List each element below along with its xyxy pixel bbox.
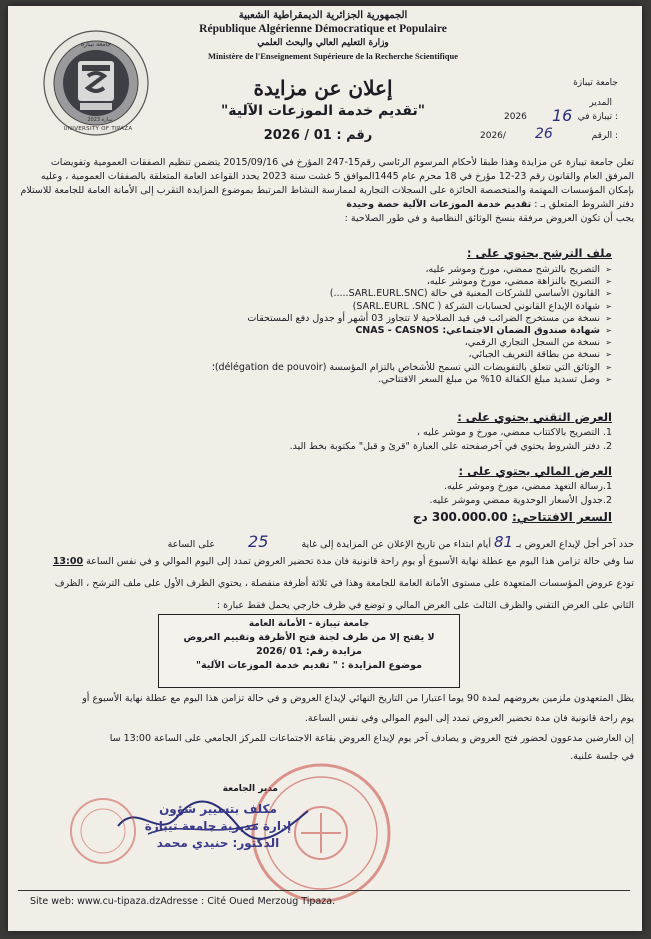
- technical-list: [32, 426, 612, 454]
- deadline-paragraph: [14, 532, 634, 613]
- candidature-heading: ملف الترشح يحتوي على :: [466, 246, 612, 260]
- list-item: ➢ شهادة صندوق الضمان الاجتماعي: CNAS - CASNOS: [32, 325, 612, 337]
- logo-year-text: 2023 تيبازة: [87, 117, 113, 123]
- opening-price-label: السعر الافتتاحي:: [511, 510, 612, 524]
- ref-handwritten: 26: [535, 126, 553, 142]
- list-item: ➢ وصل تسديد مبلغ الكفالة 10% من مبلغ السعر الافتتاحي.: [32, 374, 612, 386]
- financial-list: [32, 480, 612, 508]
- list-item: ➢ الوثائق التي تتعلق بالتفويضات التي تسمح للأشخاص بالتزام المؤسسة (délégation de pouvoir)؛: [32, 362, 612, 374]
- date-handwritten-day: 16: [552, 106, 573, 125]
- announcement-subject: "تقديم خدمة الموزعات الآلية": [220, 103, 426, 119]
- list-item: 1. التصريح بالاكتتاب ممضي، مورخ و موشر عليه ،: [416, 427, 612, 438]
- logo-top-text: جامعة تيبازة: [81, 41, 111, 48]
- intro-paragraph: [14, 156, 634, 226]
- director-ar: المدير: [589, 98, 612, 108]
- deadline-pre: حدد آخر أجل لإيداع العروض بـ: [516, 539, 634, 550]
- deadline-line-4: الثاني على العرض التقني والظرف الثالث على العرض المالي و توضع في ظرف خارجي يحمل فقط عبارة :: [216, 600, 634, 611]
- date-label: تيبازة في :: [577, 112, 618, 122]
- list-item: 2. دفتر الشروط يحتوي في آخرصفحته على العبارة "قرئ و قبل" مكتوبة بخط اليد.: [289, 441, 612, 452]
- financial-heading: العرض المالي يحتوي على :: [458, 464, 612, 478]
- list-item: ➢ شهادة الإيداع القانوني لحسابات الشركة ( SARL.EURL .SNC): [32, 301, 612, 313]
- name-stamp: [118, 802, 318, 850]
- date-year: 2026: [504, 112, 527, 122]
- ministry-fr: Ministère de l'Enseignement Supérieure de la Recherche Scientifique: [207, 51, 458, 61]
- closing-line: في جلسة علنية.: [570, 751, 634, 762]
- closing-paragraph: [14, 692, 634, 764]
- footer-text: Site web: www.cu-tipaza.dzAdresse : Cité Oued Merzoug Tipaza.: [30, 896, 336, 907]
- ref-label: الرقم :: [591, 131, 618, 141]
- cahier-label: دفتر الشروط المتعلق بـ :: [534, 199, 634, 210]
- name-stamp-line: الدكتور: حنيدي محمد: [156, 836, 280, 850]
- deadline-post: على الساعة: [167, 539, 216, 550]
- deadline-line-1: [14, 532, 634, 555]
- university-ar: جامعة تيبازة: [573, 78, 618, 88]
- name-stamp-line: مكلف بتسيير شؤون: [159, 802, 277, 816]
- opening-price-value: 300.000.00 دج: [412, 510, 508, 524]
- list-item: ➢ نسخة من السجل التجاري الرقمي،: [32, 337, 612, 349]
- announcement-number: رقم : 01 / 2026: [263, 128, 373, 143]
- list-item: ➢ التصريح بالنزاهة ممضي، مورخ وموشر عليه،: [32, 276, 612, 288]
- deadline-time: 13:00: [52, 556, 84, 567]
- list-item: ➢ نسخة من بطاقة التعريف الجبائي،: [32, 349, 612, 361]
- list-item: ➢ التصريح بالترشح ممضي، مورخ وموشر عليه،: [32, 264, 612, 276]
- date-line: [488, 106, 618, 126]
- list-item: 2.جدول الأسعار الوحدوية ممضي وموشر عليه.: [429, 495, 612, 506]
- ref-year: 2026/: [480, 131, 506, 141]
- closing-line: يوم راحة قانونية فان مدة تحضير العروض تمدد إلى اليوم الموالي وفي نفس الساعة.: [304, 713, 634, 724]
- republic-ar: الجمهورية الجزائرية الديمقراطية الشعبية: [238, 10, 408, 21]
- deadline-mid: أيام ابتداء من تاريخ الإعلان عن المزايدة إلى غاية: [301, 539, 491, 550]
- ministry-ar: وزارة التعليم العالي والبحث العلمي: [257, 38, 389, 48]
- intro-line: تعلن جامعة تيبازة عن مزايدة وهذا طبقا لأحكام المرسوم الرئاسي رقم15-247 المؤرخ في 2015/09/16 يتضمن تنظيم الصفقات العمومية وتفويضات: [50, 157, 634, 168]
- deadline-line-2: [14, 555, 634, 569]
- intro-subject-bold: تقديم خدمة الموزعات الآلية حصة وحيدة: [346, 199, 532, 210]
- logo-bottom-text: UNIVERSITY OF TIPAZA: [63, 126, 133, 132]
- list-item: ➢ نسخة من مستخرج الضرائب في قيد الصلاحية لا تتجاوز 03 أشهر أو جدول دفع المستحقات: [32, 313, 612, 325]
- deadline-date: 25: [248, 532, 269, 551]
- closing-line: يظل المتعهدون ملزمين بعروضهم لمدة 90 يوما اعتبارا من التاريخ النهائي لإيداع العروض و في حالة تزامن هذا اليوم مع عطلة نهاية الأسبوع أو: [82, 693, 634, 704]
- intro-line: [14, 198, 634, 212]
- intro-line: المرفق العام والقانون رقم 23-12 مؤرخ في 18 محرم عام 1445الموافق 5 غشت سنة 2023 يحدد القواعد العامة المتعلقة بالصفقات العمومية ، وعليه: [40, 171, 634, 182]
- list-item: 1.رسالة التعهد ممضي، مورخ وموشر عليه.: [443, 481, 612, 492]
- small-stamp: [68, 796, 138, 866]
- envelope-line: لا يفتح إلا من طرف لجنة فتح الأظرفة وتقييم العروض: [183, 632, 435, 643]
- validity-line: يجب أن تكون العروض مرفقة بنسخ الوثائق النظامية و في طور الصلاحية :: [344, 213, 634, 224]
- envelope-line: مزايدة رقم: 01 /2026: [256, 646, 362, 657]
- republic-fr: République Algérienne Démocratique et Populaire: [199, 23, 447, 35]
- document-page: [8, 6, 642, 931]
- intro-line: بإمكان المؤسسات المهتمة والمتخصصة الحائزة على السجلات التجارية لممارسة النشاط المرتبط بموضوع المزايدة التقرب إلى الأمانة العامة للجامعة للاستلام: [20, 185, 634, 196]
- technical-heading: العرض التقني يحتوي على :: [457, 410, 612, 424]
- candidature-list: [32, 264, 612, 386]
- signature-role: مدير الجامعة: [222, 784, 278, 794]
- footer-divider: [18, 890, 630, 891]
- deadline-text: سا وفي حالة تزامن هذا اليوم مع عطلة نهاية الأسبوع أو يوم راحة قانونية فان مدة تحضير العروض تمدد إلى اليوم الموالي و في نفس الساعة: [86, 556, 634, 567]
- envelope-line: موضوع المزايدة : " تقديم خدمة الموزعات الآلية": [196, 660, 422, 671]
- announcement-title: إعلان عن مزايدة: [253, 76, 393, 100]
- name-stamp-line: إدارة مديرية جامعة تيبازة: [144, 819, 292, 833]
- opening-price: [32, 510, 612, 524]
- deadline-line-3: تودع عروض المؤسسات المتعهدة على مستوى الأمانة العامة للجامعة وهذا في ثلاثة أظرفة منفصلة ، يحتوي الظرف الأول على ملف الترشح ، الظرف: [54, 578, 634, 589]
- ref-line: [480, 128, 618, 144]
- envelope-label-box: [158, 614, 460, 688]
- envelope-line: جامعة تيبازة - الأمانة العامة: [248, 619, 370, 629]
- list-item: ➢ القانون الأساسي للشركات المعنية في حالة (SARL.EURL.SNC.....): [32, 288, 612, 300]
- closing-line: إن العارضين مدعوون لحضور فتح العروض و يصادف آخر يوم لإيداع العروض بقاعة الاجتماعات للمركز الجامعي على الساعة 13:00 سا: [109, 733, 634, 744]
- deadline-days: 81: [494, 533, 514, 551]
